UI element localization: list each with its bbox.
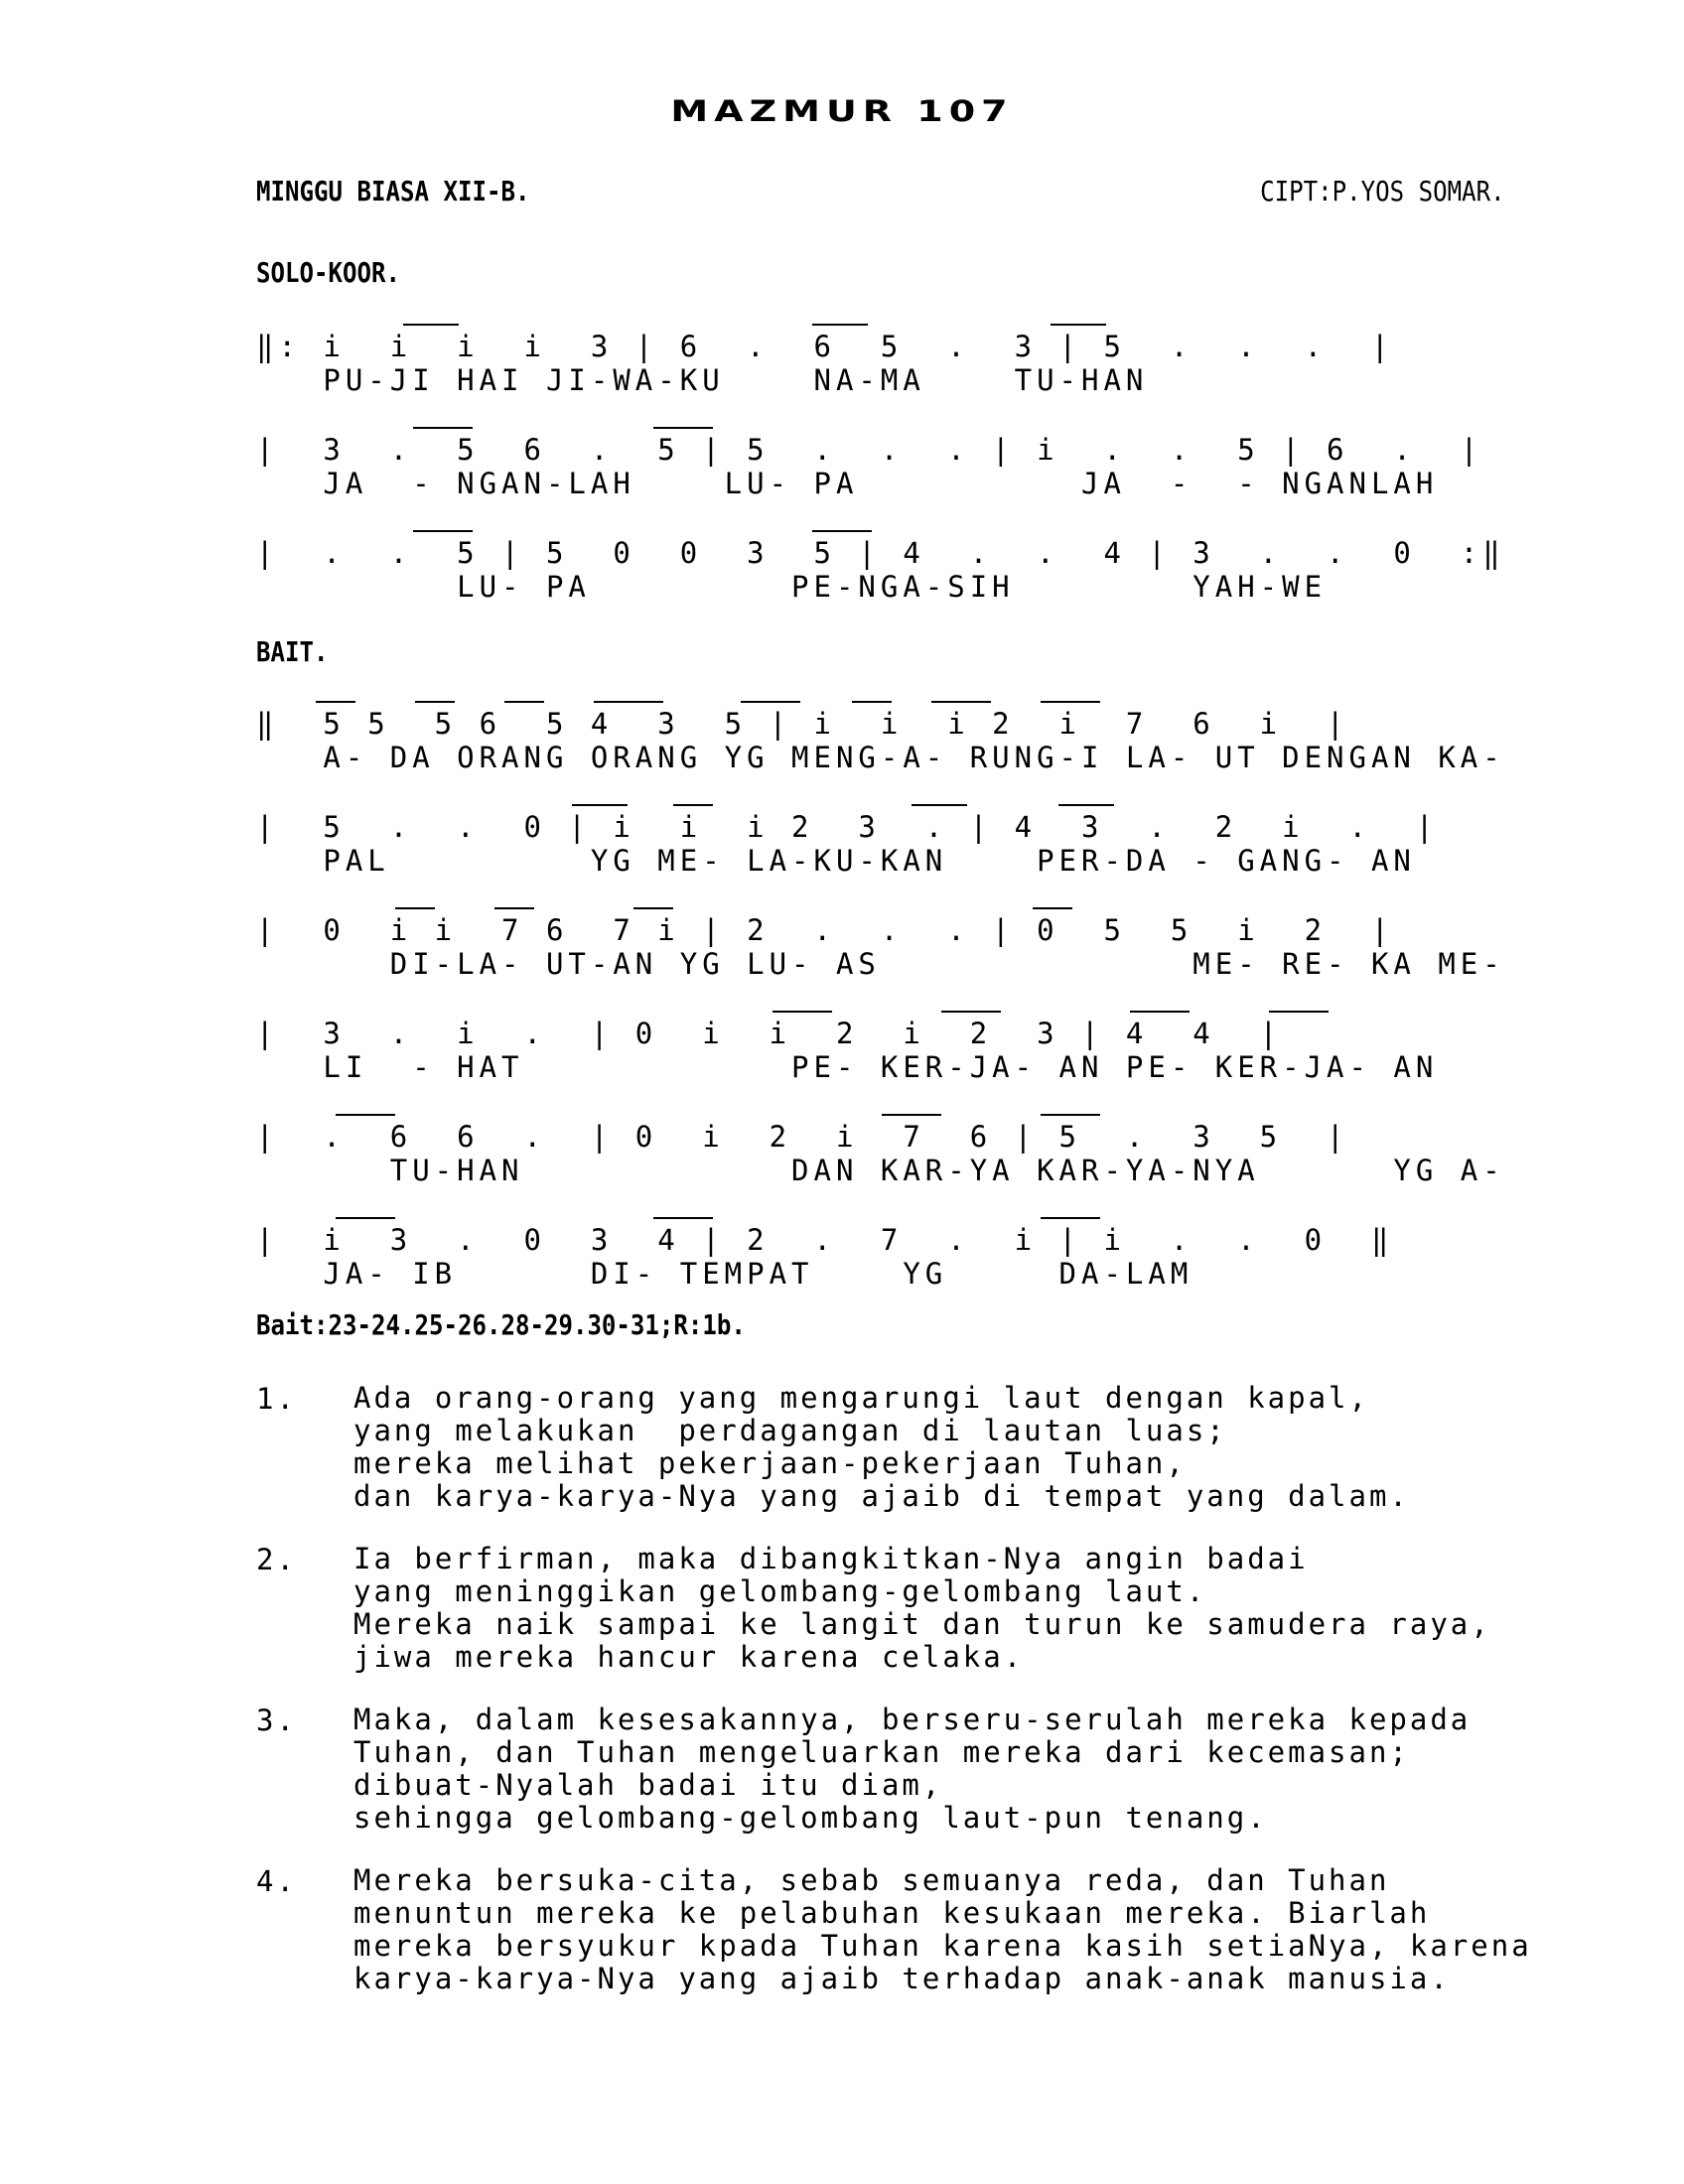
notes-line: | . 6 6 . | 0 i 2 i 7 6 | 5 . 3 5 | xyxy=(256,1120,1349,1154)
lyrics-line: PAL YG ME- LA-KU-KAN PER-DA - GANG- AN xyxy=(256,844,1416,878)
notes-line: | 5 . . 0 | i i i 2 3 . | 4 3 . 2 i . | xyxy=(256,810,1439,844)
verse-line: Tuhan, dan Tuhan mengeluarkan mereka dari kecemasan; xyxy=(353,1735,1410,1769)
verse-number: 1. xyxy=(256,1382,297,1416)
lyrics-line: JA- IB DI- TEMPAT YG DA-LAM xyxy=(256,1257,1193,1291)
verse-system-3 xyxy=(256,891,1527,995)
verse-texts xyxy=(256,1382,1547,2025)
refrain-system-1 xyxy=(256,308,1527,411)
verse-line: Mereka naik sampai ke langit dan turun ke samudera raya, xyxy=(353,1607,1491,1641)
refrain-system-2 xyxy=(256,411,1527,514)
verse-text-1 xyxy=(256,1382,1547,1513)
verse-line: yang melakukan perdagangan di lautan luas; xyxy=(353,1414,1227,1447)
verse-number: 2. xyxy=(256,1543,297,1576)
notes-line: | 0 i i 7 6 7 i | 2 . . . | 0 5 5 i 2 | xyxy=(256,913,1394,947)
verse-number: 4. xyxy=(256,1864,297,1898)
verse-text-2 xyxy=(256,1543,1547,1674)
verse-line: Maka, dalam kesesakannya, berseru-serulah mereka kepada xyxy=(353,1703,1472,1736)
reading-reference: Bait:23-24.25-26.28-29.30-31;R:1b. xyxy=(256,1308,746,1341)
refrain-section-label: SOLO-KOOR. xyxy=(256,256,400,289)
composer-label: CIPT:P.YOS SOMAR. xyxy=(1260,175,1505,207)
verse-line: Ada orang-orang yang mengarungi laut dengan kapal, xyxy=(353,1381,1369,1415)
page-title: MAZMUR 107 xyxy=(670,93,1014,129)
notes-line: | 3 . i . | 0 i i 2 i 2 3 | 4 4 | xyxy=(256,1017,1283,1050)
verse-line: Ia berfirman, maka dibangkitkan-Nya angin badai xyxy=(353,1542,1309,1575)
notes-line: | i 3 . 0 3 4 | 2 . 7 . i | i . . 0 ‖ xyxy=(256,1223,1394,1257)
refrain-notation xyxy=(256,308,1527,617)
lyrics-line: TU-HAN DAN KAR-YA KAR-YA-NYA YG A- xyxy=(256,1154,1505,1187)
verse-text-4 xyxy=(256,1864,1547,1995)
verse-line: mereka melihat pekerjaan-pekerjaan Tuhan, xyxy=(353,1446,1187,1480)
verse-system-2 xyxy=(256,788,1527,891)
verse-line: Mereka bersuka-cita, sebab semuanya reda, dan Tuhan xyxy=(353,1863,1390,1897)
verse-system-4 xyxy=(256,995,1527,1098)
verse-number: 3. xyxy=(256,1704,297,1737)
verse-line: dibuat-Nyalah badai itu diam, xyxy=(353,1768,943,1802)
notes-line: | . . 5 | 5 0 0 3 5 | 4 . . 4 | 3 . . 0 :‖ xyxy=(256,536,1505,570)
verse-line: jiwa mereka hancur karena celaka. xyxy=(353,1640,1025,1674)
notes-line: ‖ 5 5 5 6 5 4 3 5 | i i i 2 i 7 6 i | xyxy=(256,707,1349,741)
verse-line: sehingga gelombang-gelombang laut-pun tenang. xyxy=(353,1801,1268,1835)
verse-text-3 xyxy=(256,1704,1547,1835)
lyrics-line: JA - NGAN-LAH LU- PA JA - - NGANLAH xyxy=(256,467,1439,500)
lyrics-line: PU-JI HAI JI-WA-KU NA-MA TU-HAN xyxy=(256,363,1149,397)
verse-section-label: BAIT. xyxy=(256,635,329,668)
occasion-label: MINGGU BIASA XII-B. xyxy=(256,175,530,207)
verse-line: karya-karya-Nya yang ajaib terhadap anak-anak manusia. xyxy=(353,1962,1451,1995)
verse-line: dan karya-karya-Nya yang ajaib di tempat yang dalam. xyxy=(353,1479,1410,1513)
notes-line: ‖: i i i i 3 | 6 . 6 5 . 3 | 5 . . . | xyxy=(256,330,1394,363)
verse-line: menuntun mereka ke pelabuhan kesukaan mereka. Biarlah xyxy=(353,1896,1431,1930)
refrain-system-3 xyxy=(256,514,1527,617)
verse-system-6 xyxy=(256,1201,1527,1304)
lyrics-line: A- DA ORANG ORANG YG MENG-A- RUNG-I LA- UT DENGAN KA- xyxy=(256,741,1505,774)
verse-notation xyxy=(256,685,1527,1304)
verse-system-1 xyxy=(256,685,1527,788)
lyrics-line: DI-LA- UT-AN YG LU- AS ME- RE- KA ME- xyxy=(256,947,1505,981)
verse-system-5 xyxy=(256,1098,1527,1201)
lyrics-line: LU- PA PE-NGA-SIH YAH-WE xyxy=(256,570,1328,604)
verse-line: yang meninggikan gelombang-gelombang laut. xyxy=(353,1574,1207,1608)
verse-line: mereka bersyukur kpada Tuhan karena kasih setiaNya, karena xyxy=(353,1929,1532,1963)
notes-line: | 3 . 5 6 . 5 | 5 . . . | i . . 5 | 6 . | xyxy=(256,433,1483,467)
lyrics-line: LI - HAT PE- KER-JA- AN PE- KER-JA- AN xyxy=(256,1050,1439,1084)
